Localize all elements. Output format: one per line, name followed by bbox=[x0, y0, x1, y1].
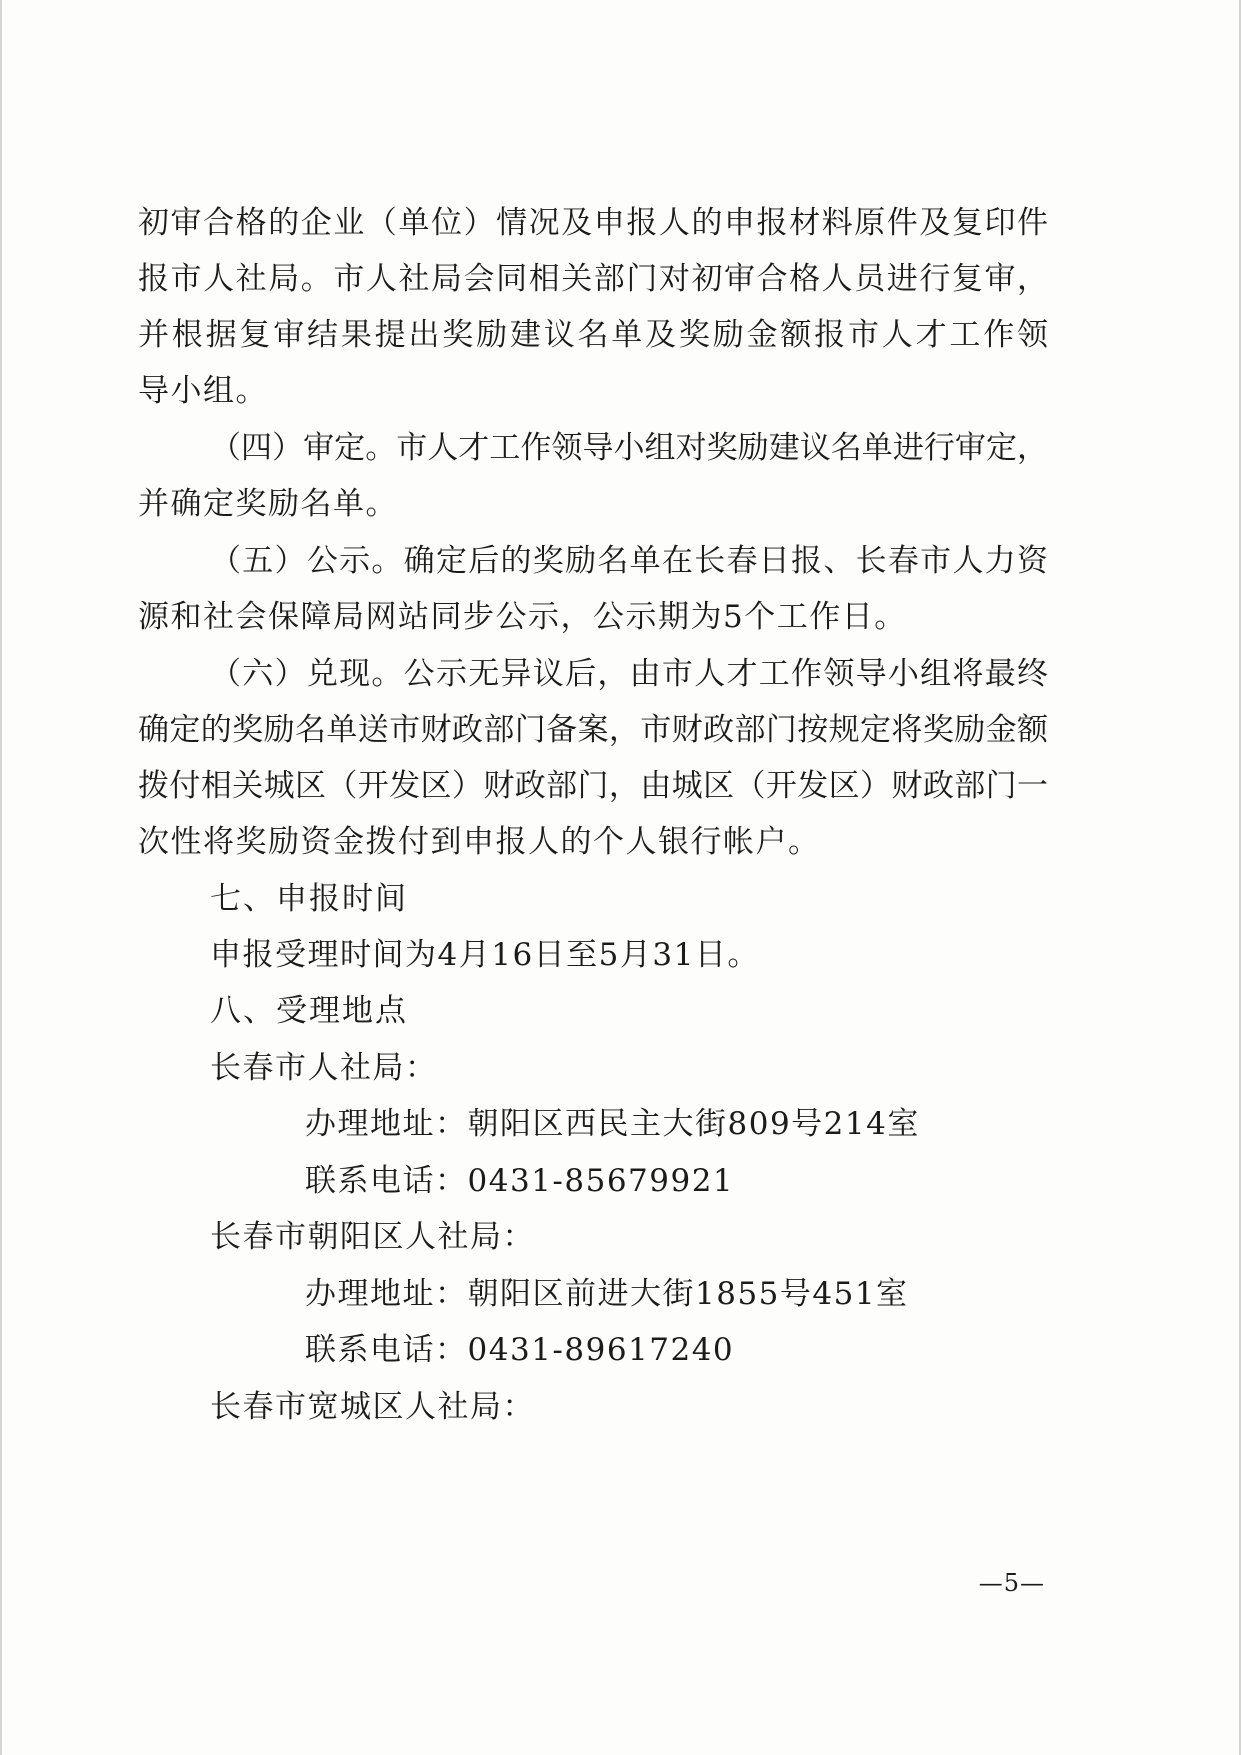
section-review-line-2: 并确定奖励名单。 bbox=[138, 486, 398, 522]
scan-edge-left bbox=[0, 0, 2, 1755]
office-chaoyang-hrss: 长春市朝阳区人社局： bbox=[210, 1219, 535, 1255]
body-line-3: 并根据复审结果提出奖励建议名单及奖励金额报市人才工作领 bbox=[138, 317, 1048, 353]
page-number: —5— bbox=[978, 1569, 1045, 1597]
section-publicity-line-2: 源和社会保障局网站同步公示，公示期为5个工作日。 bbox=[138, 599, 907, 635]
office-city-hrss: 长春市人社局： bbox=[210, 1050, 438, 1086]
application-time-text: 申报受理时间为4月16日至5月31日。 bbox=[210, 937, 760, 973]
section-payout-line-4: 次性将奖励资金拨付到申报人的个人银行帐户。 bbox=[138, 824, 821, 860]
office-city-phone: 联系电话：0431-85679921 bbox=[305, 1163, 735, 1199]
office-chaoyang-phone: 联系电话：0431-89617240 bbox=[305, 1332, 735, 1368]
office-city-address: 办理地址：朝阳区西民主大街809号214室 bbox=[305, 1106, 920, 1142]
office-chaoyang-address: 办理地址：朝阳区前进大街1855号451室 bbox=[305, 1276, 909, 1312]
body-line-1: 初审合格的企业（单位）情况及申报人的申报材料原件及复印件 bbox=[138, 205, 1048, 241]
body-line-4: 导小组。 bbox=[138, 373, 268, 409]
section-payout-line-2: 确定的奖励名单送市财政部门备案，市财政部门按规定将奖励金额 bbox=[138, 712, 1048, 748]
section-review-line-1: （四）审定。市人才工作领导小组对奖励建议名单进行审定， bbox=[210, 430, 1048, 466]
section-payout-line-1: （六）兑现。公示无异议后，由市人才工作领导小组将最终 bbox=[210, 656, 1048, 692]
body-line-2: 报市人社局。市人社局会同相关部门对初审合格人员进行复审， bbox=[138, 261, 1048, 297]
section-publicity-line-1: （五）公示。确定后的奖励名单在长春日报、长春市人力资 bbox=[210, 543, 1048, 579]
heading-application-time: 七、申报时间 bbox=[210, 881, 408, 917]
office-kuancheng-hrss: 长春市宽城区人社局： bbox=[210, 1389, 535, 1425]
section-payout-line-3: 拨付相关城区（开发区）财政部门，由城区（开发区）财政部门一 bbox=[138, 768, 1048, 804]
heading-application-location: 八、受理地点 bbox=[210, 993, 408, 1029]
